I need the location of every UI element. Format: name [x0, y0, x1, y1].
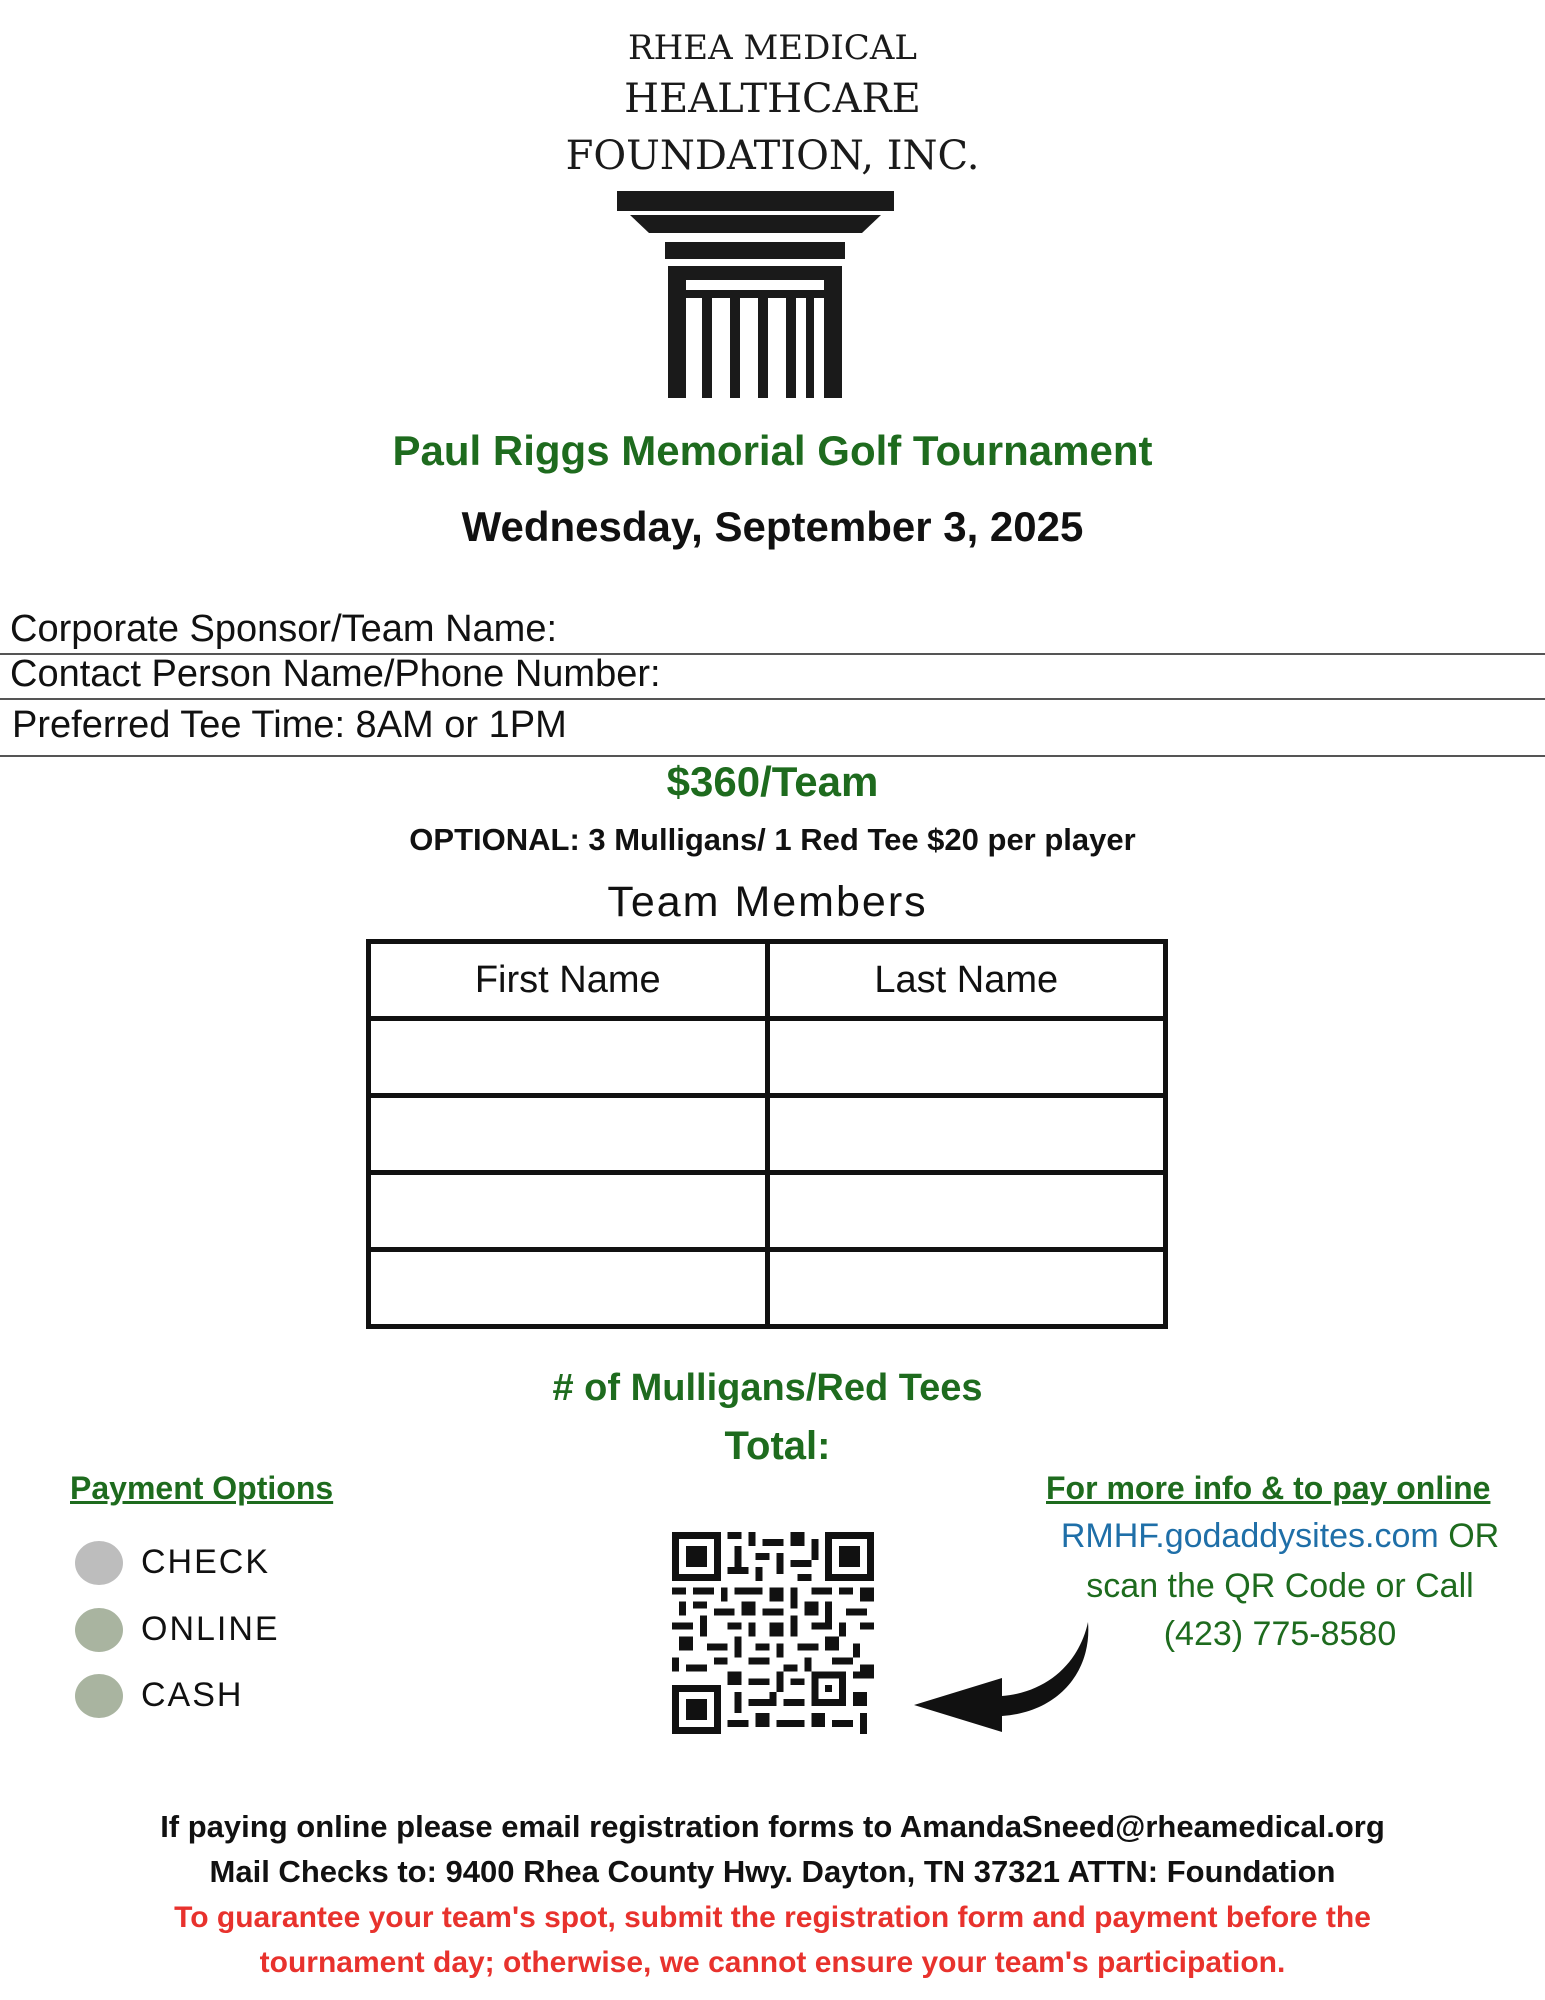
first-name-cell[interactable] [369, 1173, 768, 1250]
qr-call-text: scan the QR Code or Call [1086, 1567, 1474, 1605]
sponsor-field[interactable] [0, 605, 1545, 655]
org-name-line1: RHEA MEDICAL [628, 28, 917, 68]
last-name-cell[interactable] [767, 1173, 1166, 1250]
team-price: $360/Team [666, 758, 879, 805]
first-name-cell[interactable] [369, 1250, 768, 1327]
org-name-line3: FOUNDATION, INC. [565, 133, 980, 179]
table-row [369, 1173, 1166, 1250]
last-name-header: Last Name [767, 942, 1166, 1019]
website-or: OR [1448, 1517, 1500, 1555]
website-link[interactable]: RMHF.godaddysites.com [1060, 1517, 1439, 1555]
event-title: Paul Riggs Memorial Golf Tournament [392, 427, 1153, 474]
website-line [1040, 1517, 1520, 1556]
last-name-cell[interactable] [767, 1250, 1166, 1327]
online-label: ONLINE [141, 1610, 280, 1648]
last-name-cell[interactable] [767, 1019, 1166, 1096]
optional-addon: OPTIONAL: 3 Mulligans/ 1 Red Tee $20 per player [409, 822, 1136, 857]
cash-radio-icon[interactable] [75, 1674, 123, 1718]
first-name-header: First Name [369, 942, 768, 1019]
column-icon [610, 188, 900, 398]
warning-line-1: To guarantee your team's spot, submit the registration form and payment before the [174, 1901, 1371, 1934]
contact-label: Contact Person Name/Phone Number: [10, 653, 661, 695]
check-radio-icon[interactable] [75, 1541, 123, 1585]
online-radio-icon[interactable] [75, 1608, 123, 1652]
team-members-heading: Team Members [607, 878, 928, 926]
org-name-line2: HEALTHCARE [624, 76, 921, 122]
qr-code-icon[interactable] [672, 1532, 874, 1734]
tee-time-line [0, 755, 1545, 757]
table-header-row [369, 942, 1166, 1019]
check-label: CHECK [141, 1543, 271, 1581]
table-row [369, 1019, 1166, 1096]
mail-instructions: Mail Checks to: 9400 Rhea County Hwy. Dayton, TN 37321 ATTN: Foundation [209, 1854, 1336, 1889]
first-name-cell[interactable] [369, 1019, 768, 1096]
contact-field[interactable] [0, 652, 1545, 700]
cash-label: CASH [141, 1676, 244, 1714]
phone-number[interactable]: (423) 775-8580 [1163, 1615, 1397, 1653]
total-label: Total: [724, 1424, 831, 1468]
warning-line-2: tournament day; otherwise, we cannot ensure your team's participation. [259, 1946, 1286, 1979]
mulligans-label: # of Mulligans/Red Tees [552, 1367, 983, 1409]
last-name-cell[interactable] [767, 1096, 1166, 1173]
table-row [369, 1250, 1166, 1327]
sponsor-label: Corporate Sponsor/Team Name: [10, 608, 558, 650]
payment-options-heading: Payment Options [70, 1470, 334, 1506]
more-info-heading: For more info & to pay online [1046, 1470, 1491, 1506]
event-date: Wednesday, September 3, 2025 [461, 503, 1084, 550]
table-row [369, 1096, 1166, 1173]
team-members-table [366, 939, 1168, 1329]
email-instructions: If paying online please email registration forms to AmandaSneed@rheamedical.org [160, 1809, 1385, 1844]
tee-time-label: Preferred Tee Time: 8AM or 1PM [12, 704, 567, 746]
first-name-cell[interactable] [369, 1096, 768, 1173]
tee-time-field[interactable] [0, 700, 1545, 757]
